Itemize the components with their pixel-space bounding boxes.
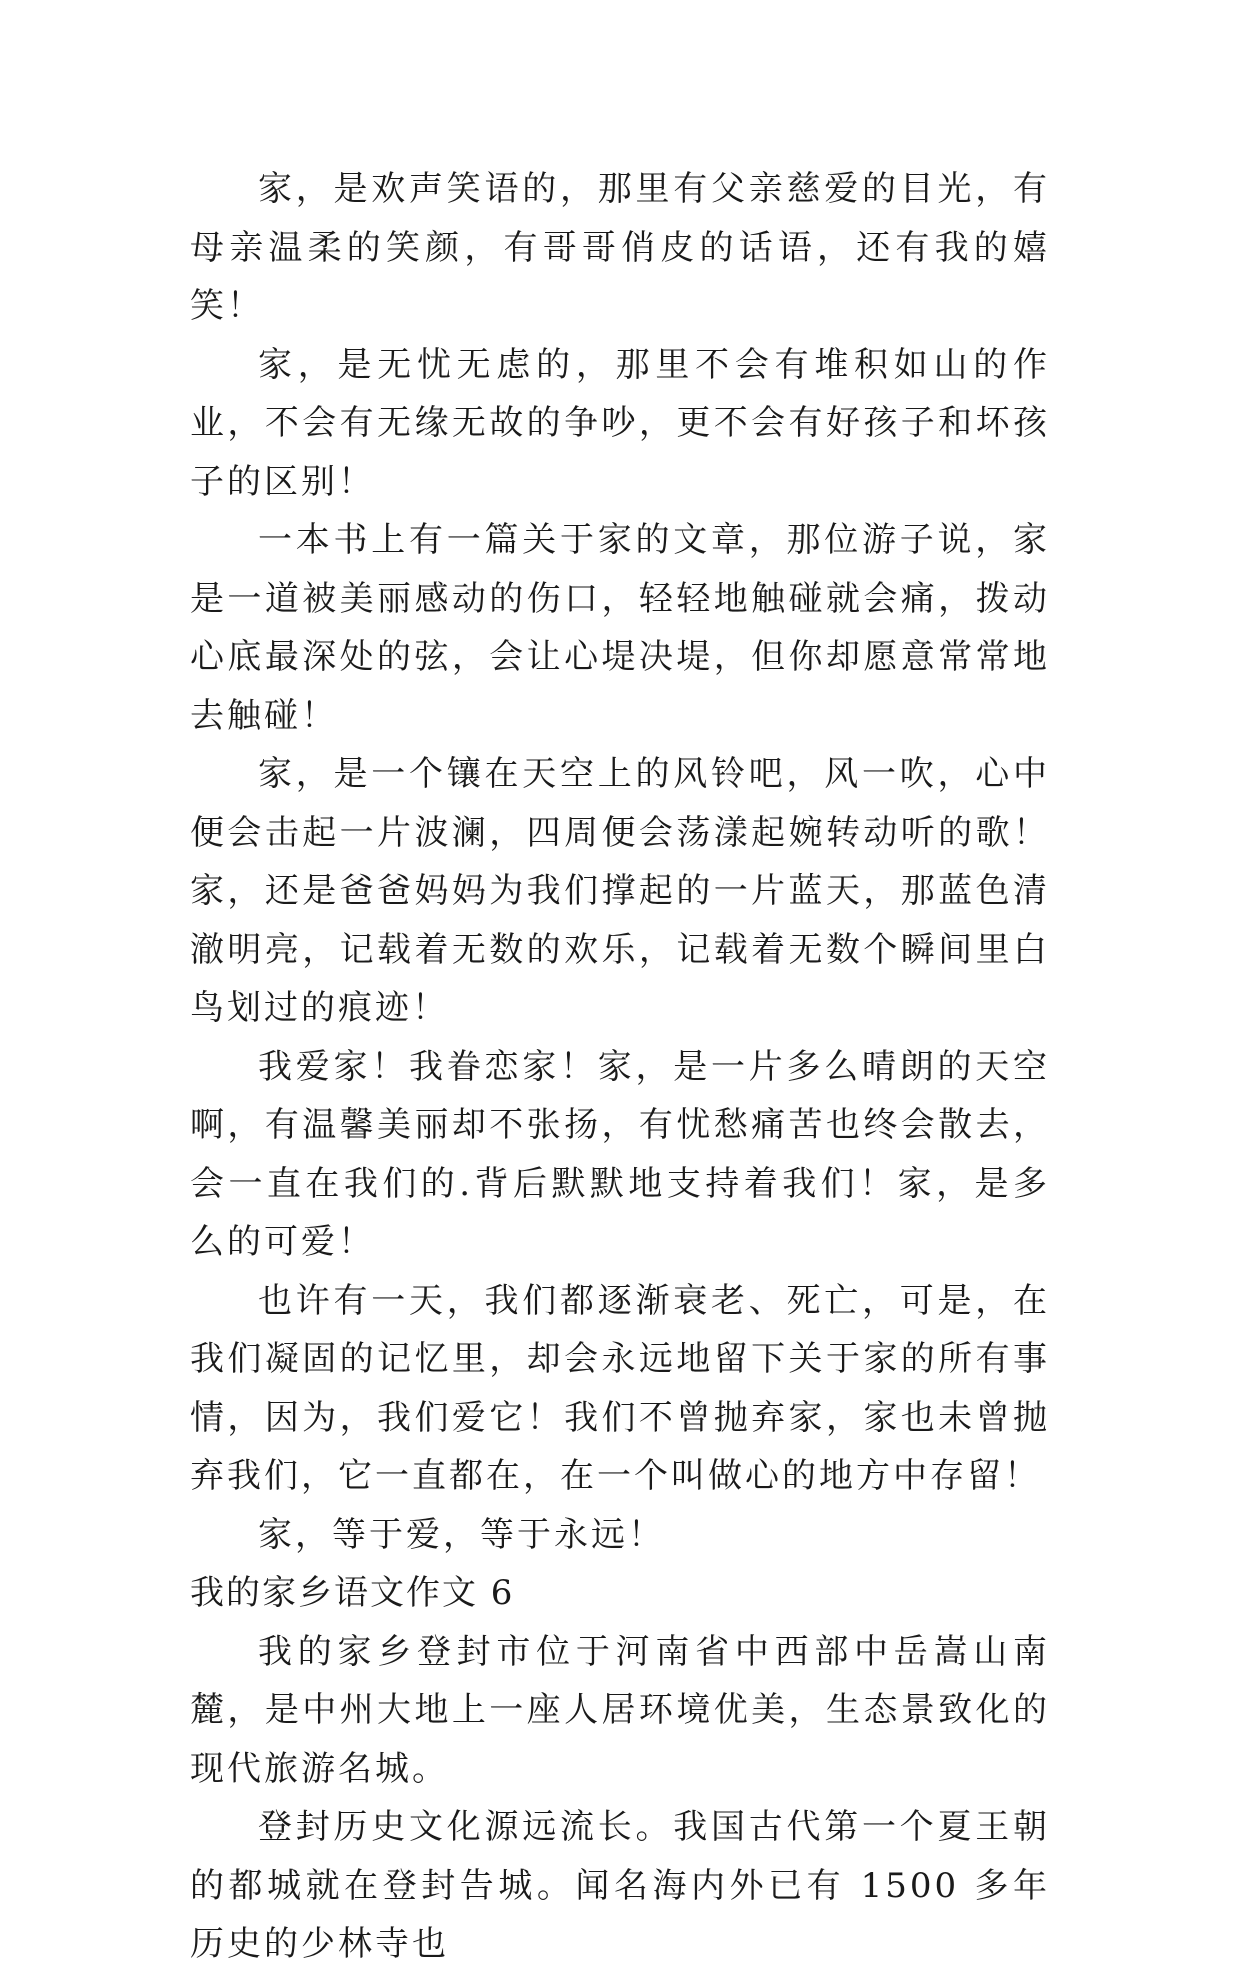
paragraph-6: 也许有一天，我们都逐渐衰老、死亡，可是，在我们凝固的记忆里，却会永远地留下关于家的所有事情，因为，我们爱它！我们不曾抛弃家，家也未曾抛弃我们，它一直都在，在一个叫做心的地方中存留！ bbox=[190, 1280, 1050, 1496]
paragraph-4: 家，是一个镶在天空上的风铃吧，风一吹，心中便会击起一片波澜，四周便会荡漾起婉转动听的歌！家，还是爸爸妈妈为我们撑起的一片蓝天，那蓝色清澈明亮，记载着无数的欢乐，记载着无数个瞬间里白鸟划过的痕迹！ bbox=[190, 754, 1050, 1028]
paragraph-3: 一本书上有一篇关于家的文章，那位游子说，家是一道被美丽感动的伤口，轻轻地触碰就会痛，拨动心底最深处的弦，会让心堤决堤，但你却愿意常常地去触碰！ bbox=[190, 520, 1050, 736]
section-title: 我的家乡语文作文 6 bbox=[190, 1573, 515, 1613]
paragraph-7: 家，等于爱，等于永远！ bbox=[258, 1514, 665, 1555]
paragraph-2: 家，是无忧无虑的，那里不会有堆积如山的作业，不会有无缘无故的争吵，更不会有好孩子和坏孩子的区别！ bbox=[190, 344, 1050, 502]
paragraph-5: 我爱家！我眷恋家！家，是一片多么晴朗的天空啊，有温馨美丽却不张扬，有忧愁痛苦也终会散去，会一直在我们的.背后默默地支持着我们！家，是多么的可爱！ bbox=[190, 1046, 1050, 1262]
paragraph-1: 家，是欢声笑语的，那里有父亲慈爱的目光，有母亲温柔的笑颜，有哥哥俏皮的话语，还有我的嬉笑！ bbox=[190, 169, 1050, 326]
paragraph-9: 登封历史文化源远流长。我国古代第一个夏王朝的都城就在登封告城。闻名海内外已有 1500 多年历史的少林寺也 bbox=[190, 1807, 1050, 1964]
document-body bbox=[190, 160, 1050, 1974]
paragraph-8: 我的家乡登封市位于河南省中西部中岳嵩山南麓，是中州大地上一座人居环境优美，生态景致化的现代旅游名城。 bbox=[190, 1631, 1050, 1789]
